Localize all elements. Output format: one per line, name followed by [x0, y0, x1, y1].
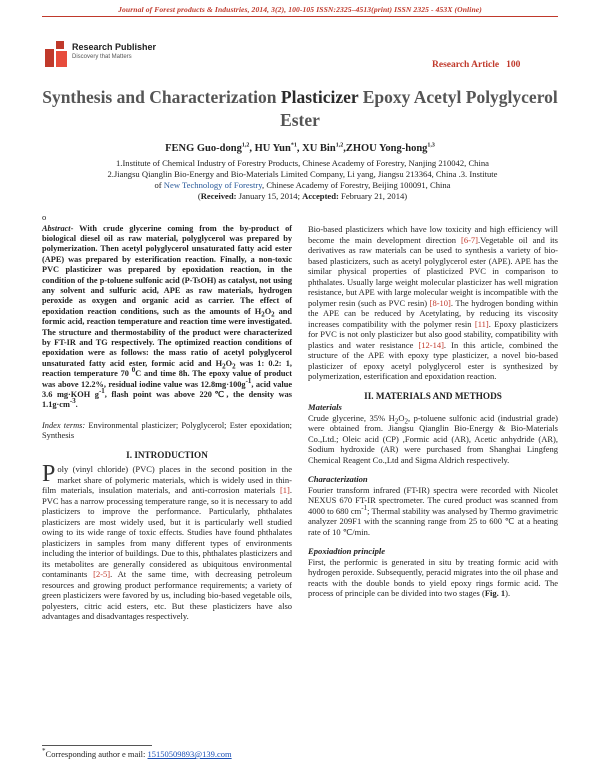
paper-title — [40, 86, 560, 132]
characterization-text-2: ; Thermal stability was analysed by Thermo gravimetric analyzer 209F1 with the scanning range from 25 to 600 ℃ at a heating rate of 10 ℃/min. — [308, 505, 558, 537]
footnote-label: Corresponding author e mail: — [45, 749, 148, 759]
abstract-sup-degree: 0 — [131, 367, 136, 375]
materials-o: O — [398, 412, 405, 423]
author-4: ,ZHOU Yong-hong — [343, 143, 428, 154]
author-4-affil: 1,3 — [427, 142, 435, 149]
affiliation-1: 1.Institute of Chemical Industry of Forestry Products, Chinese Academy of Forestry, Nanjing 210042, China — [116, 158, 489, 168]
abstract-o-1: O — [264, 306, 272, 316]
abstract-text-4: C and time 8h. The epoxy value of product was above 12.2%, residual iodine value was 12.8mg·100g — [42, 369, 292, 389]
intro-text-3: . At the same time, with decreasing petroleum resources and growing product performance requirements; a variety of green plasticizers were favored by us, including bio-based vegetable oils, polyesters, citric acid esters, etc. But these plasticizers have also advantages and disadvantages respectively. — [42, 569, 292, 622]
materials-subheading: Materials — [308, 402, 342, 412]
abstract — [42, 224, 292, 411]
citation-6-7[interactable]: [6-7] — [461, 234, 479, 245]
header-rule — [42, 16, 558, 17]
epoxidation-paragraph — [308, 557, 558, 599]
author-1-affil: 1,2 — [241, 142, 250, 149]
characterization-subheading: Characterization — [308, 474, 368, 484]
article-type-label: Research Article — [432, 60, 500, 70]
materials-text-1: Crude glycerine, 35% H — [308, 412, 395, 423]
bio-text-3: . The hydrogen bonding within the APE can be reduced by Acetylating, by reducing its viscosity increases compatibility with the polymer resin — [308, 297, 559, 329]
left-column — [42, 212, 292, 622]
page-number: 100 — [506, 60, 521, 70]
epoxidation-text-1: First, the performic is generated in situ by treating formic acid with hydrogen peroxide. Subsequently, peracid migrates into the oil phase and reacts with the double bonds to yield epoxy rings formic acid. The process of principle can be divided into two stages ( — [308, 556, 558, 598]
footnote-star: * — [42, 747, 46, 756]
affiliation-3 — [55, 180, 550, 191]
dates-open: ( — [197, 191, 201, 201]
bio-paragraph — [308, 224, 558, 382]
dates — [55, 191, 550, 202]
author-1: FENG Guo-dong — [165, 143, 242, 154]
title-part-3: Epoxy Acetyl Polyglycerol Ester — [280, 87, 558, 130]
right-column — [308, 224, 558, 599]
author-2: , HU Yun — [249, 143, 291, 154]
abstract-text-5: , acid value 3.6 mg·KOH g — [42, 379, 292, 399]
figure-1-reference[interactable]: Fig. 1 — [484, 588, 506, 598]
abstract-sup-1: -1 — [245, 377, 252, 385]
abstract-end: . — [75, 400, 78, 410]
characterization-sup: -1 — [361, 503, 368, 512]
bio-text-2: .Vegetable oil and its derivatives as raw materials can be used to synthesis a variety of bio-based plasticizers, such as acetyl polyglycerol ester (APE). APE has the similar physical properties of plasticized PVC in comparison to phthalates. Usually large weight molecular plasticizer has well migration resistance, but APE with large molecular weight is incompatible with the polymer resin (such as PVC resin) — [308, 234, 558, 308]
materials-sub-2: 2 — [404, 417, 409, 426]
intro-text-2: . PVC has a narrow processing temperature range, so it is necessary to add plasticizers to improve the performance. Particularly, phthalates plasticizers are most widely used, but it is particularly well studied owing to its wide range of toxic effects. Studies have found phthalates plasticizers in samples from many different types of environments including the interior of buildings. Due to this, phthalates plasticizers and its metabolites are generally considered as ubiquitous environmental contaminants — [42, 485, 292, 580]
intro-dropcap: P — [42, 461, 56, 488]
affiliation-2: 2.Jiangsu Qianglin Bio-Energy and Bio-Materials Limited Company, Li yang, Jiangsu 213364, China .3. Institute — [107, 169, 498, 179]
materials-paragraph — [308, 413, 558, 466]
index-terms-text: Environmental plasticizer; Polyglycerol; Ester epoxidation; Synthesis — [42, 420, 292, 441]
journal-header: Journal of Forest products & Industries, 2014, 3(2), 100-105 ISSN:2325–4513(print) ISSN 2325 - 453X (Online) — [118, 5, 482, 14]
author-list — [40, 143, 560, 154]
characterization-text-1: Fourier transform infrared (FT-IR) spectra were recorded with Nicolet NEXUS 670 FT-IR spectrometer. The cured product was scanned from 4000 to 680 cm — [308, 484, 558, 516]
corresponding-email-link[interactable]: 15150509893@139.com — [147, 749, 232, 759]
abstract-sub-1: 2 — [261, 311, 265, 319]
abstract-text-7: , the density was 1.1g·cm — [42, 390, 293, 410]
affiliation-3-institute: New Technology of Forestry — [163, 180, 263, 190]
abstract-sup-3: -3 — [69, 398, 76, 406]
abstract-o-2: O — [225, 358, 233, 368]
title-part-1: Synthesis and Characterization — [42, 87, 281, 107]
materials-text-2: , p-toluene sulfonic acid (industrial grade) were obtained from. Jiangsu Qianglin Bio-Energy & Bio-Materials Co.,Ltd.; Oleic acid (CP) ,Formic acid (AR), Acetic anhydride (AR), Sodium hydroxide (AR) were purchased from Shanghai Lingfeng Chemical Reagent Co.,Ltd and Sigma Aldrich respectively. — [308, 412, 558, 465]
publisher-tagline: Discovery that Matters — [72, 54, 132, 60]
bio-text-1: Bio-based plasticizers which have low toxicity and high efficiency will become the main development direction — [308, 224, 558, 245]
affiliation-3-prefix: of — [154, 180, 164, 190]
abstract-sub-2: 2 — [271, 311, 275, 319]
citation-12-14[interactable]: [12-14] — [418, 339, 444, 350]
stray-mark: o — [42, 212, 47, 222]
abstract-label: Abstract — [42, 223, 71, 233]
bio-text-5: . In this article, combined the structure of the APE with epoxy type plasticizer, a novel bio-based plasticizer of epoxy acetyl polyglycerol ester is synthesized by polymerization, esterification and epoxidation reaction. — [308, 339, 558, 381]
author-2-affil: *1 — [290, 142, 297, 149]
abstract-text-6: , flash point was above 220 — [104, 390, 212, 399]
publisher-name: Research Publisher — [72, 42, 157, 52]
abstract-deg-c: ℃ — [211, 390, 227, 399]
abstract-text-2: and formic acid, reaction temperature and reaction time were investigated. The structure and thermostability of the product were characterized by FT-IR and TG respectively. The optimized reaction conditions of epoxidation were as follows: the mass ratio of acetyl polyglycerol unsaturated fatty acid ester, formic acid and H — [42, 306, 293, 368]
affiliation-3-suffix: , Chinese Academy of Forestry, Beijing 100091, China — [262, 180, 451, 190]
abstract-text-1: - With crude glycerine coming from the by-product of biological diesel oil as raw material, polyglycerol was prepared by polymerization. Then acetyl polyglycerol unsaturated fatty acid ester (APE) was prepared by esterification reaction. Finally, a non-toxic PVC plasticizer was prepared by epoxidation reaction, in the condition of the p-toluene sulfonic acid (P-TsOH) as catalyst, not using any solvent and sulfuric acid, APE as raw materials, hydrogen peroxide as oxygen and organic acid as carrier. The effect of epoxidation reaction conditions, such as the amounts of H — [42, 223, 292, 316]
citation-11[interactable]: [11] — [474, 318, 489, 329]
footnote-rule — [42, 745, 152, 746]
abstract-sub-3: 2 — [222, 363, 226, 371]
methods-heading: II. MATERIALS AND METHODS — [364, 390, 502, 401]
article-type — [432, 60, 520, 70]
accepted-date: February 21, 2014) — [338, 191, 408, 201]
intro-heading: I. INTRODUCTION — [126, 449, 208, 460]
materials-sub-1: 2 — [394, 417, 399, 426]
citation-8-10[interactable]: [8-10] — [429, 297, 451, 308]
index-terms-label: Index terms: — [42, 420, 86, 430]
intro-text-1: oly (vinyl chloride) (PVC) places in the second position in the market share of polymeric materials, which is widely used in thin-film materials, insulation materials, and anti-corrosion materials — [42, 464, 292, 496]
intro-paragraph — [42, 461, 292, 622]
accepted-label: Accepted: — [302, 191, 339, 201]
author-3-affil: 1,2 — [335, 142, 344, 149]
bio-text-4: . Epoxy plasticizers for PVC is not only plasticizer but also good stability, compatibility with plastics and water resistance — [308, 318, 558, 350]
received-label: Received: — [200, 191, 237, 201]
abstract-sup-2: -1 — [98, 388, 105, 396]
received-date: January 15, 2014; — [236, 191, 303, 201]
author-3: , XU Bin — [296, 143, 336, 154]
citation-1[interactable]: [1] — [279, 485, 290, 496]
epoxidation-text-2: ). — [505, 588, 511, 598]
footnote — [42, 749, 232, 759]
index-terms — [42, 421, 292, 442]
citation-2-5[interactable]: [2-5] — [93, 569, 111, 580]
publisher-logo — [45, 39, 225, 69]
epoxidation-subheading: Epoxiadtion principle — [308, 546, 386, 556]
abstract-text-3: was 1: 0.2: 1, reaction temperature 70 — [42, 358, 293, 379]
title-part-2: Plasticizer — [280, 87, 359, 107]
abstract-sub-4: 2 — [232, 363, 236, 371]
characterization-paragraph — [308, 485, 558, 538]
publisher-logo-icon — [45, 41, 67, 67]
